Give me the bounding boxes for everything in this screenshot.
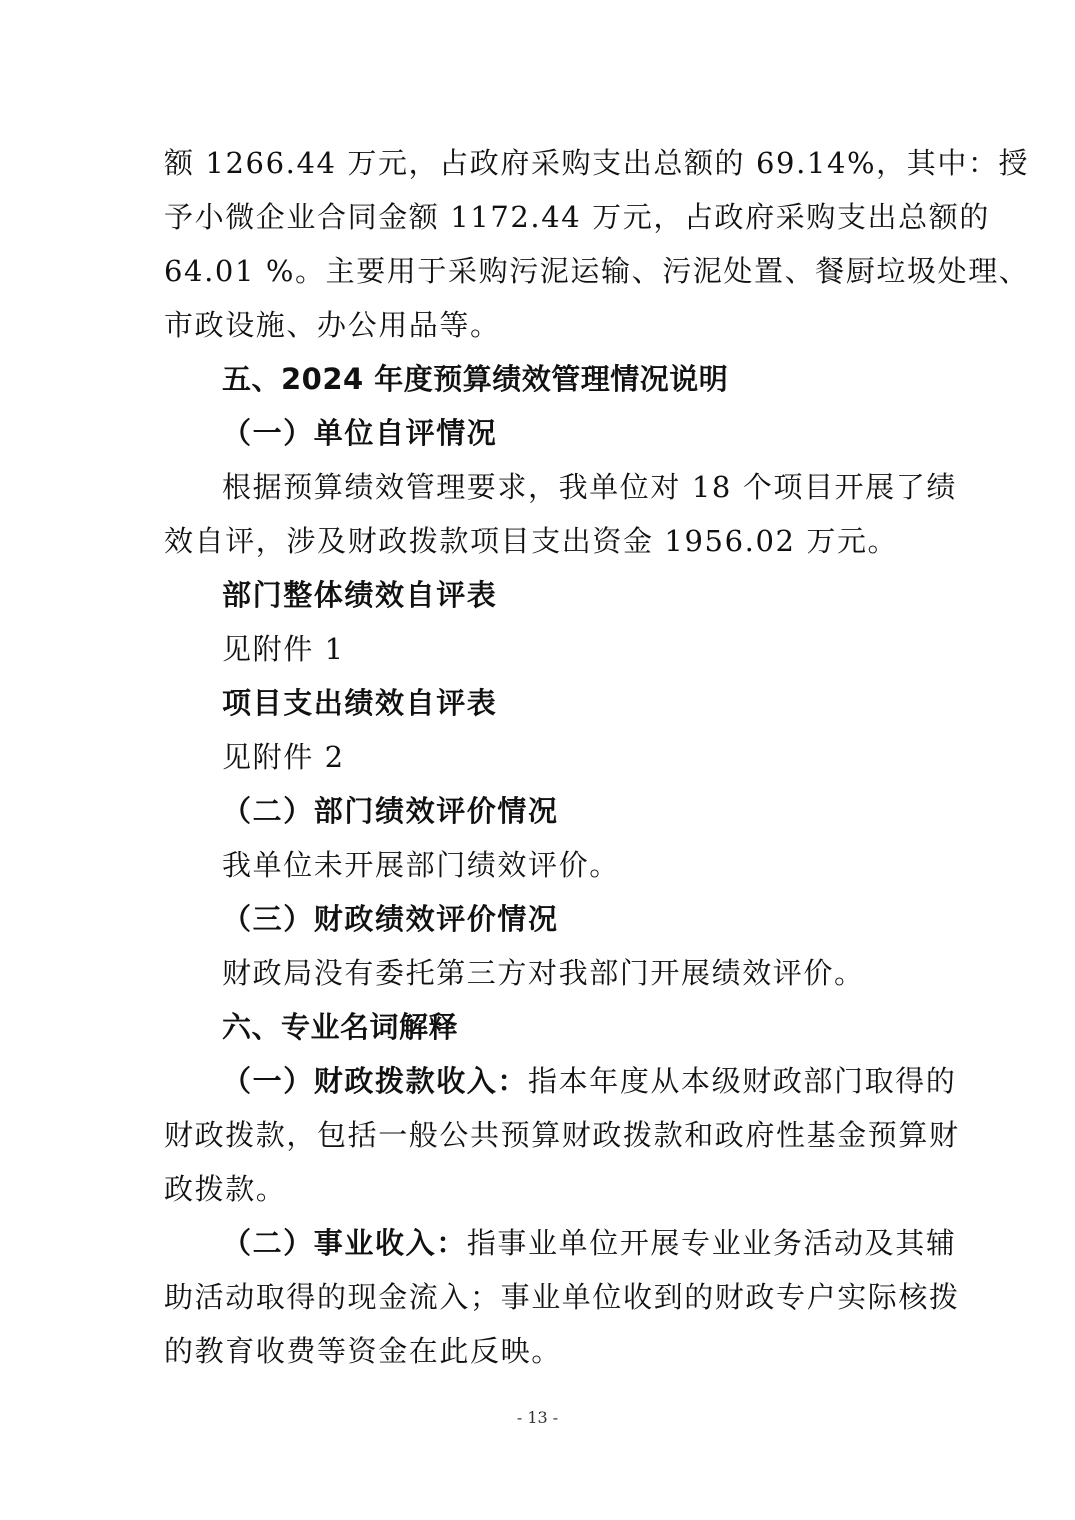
section-heading: 六、专业名词解释 <box>222 1010 459 1044</box>
term-label: （二）事业收入： <box>222 1226 467 1260</box>
term-label: （一）财政拨款收入： <box>222 1064 529 1098</box>
term-text: 指本年度从本级财政部门取得的 <box>528 1064 957 1098</box>
term-text: 指事业单位开展专业业务活动及其辅 <box>466 1226 957 1260</box>
body-line: 根据预算绩效管理要求，我单位对 18 个项目开展了绩 <box>222 470 957 504</box>
body-line: 效自评，涉及财政拨款项目支出资金 1956.02 万元。 <box>164 524 899 558</box>
body-line: 助活动取得的现金流入；事业单位收到的财政专户实际核拨 <box>164 1280 960 1314</box>
subsection-heading: （三）财政绩效评价情况 <box>222 902 559 936</box>
subsection-heading: （二）部门绩效评价情况 <box>222 794 559 828</box>
table-title: 项目支出绩效自评表 <box>222 686 498 720</box>
body-line: 财政拨款，包括一般公共预算财政拨款和政府性基金预算财 <box>164 1118 960 1152</box>
attachment-reference: 见附件 2 <box>222 740 345 774</box>
body-line: 额 1266.44 万元，占政府采购支出总额的 69.14%，其中：授 <box>164 146 1030 180</box>
subsection-heading: （一）单位自评情况 <box>222 416 498 450</box>
section-heading: 五、2024 年度预算绩效管理情况说明 <box>222 362 729 396</box>
body-line: 64.01 %。主要用于采购污泥运输、污泥处置、餐厨垃圾处理、 <box>164 254 1030 288</box>
body-line: 的教育收费等资金在此反映。 <box>164 1334 562 1368</box>
term-definition-line <box>222 1054 957 1108</box>
body-line: 予小微企业合同金额 1172.44 万元，占政府采购支出总额的 <box>164 200 990 234</box>
body-line: 政拨款。 <box>164 1172 287 1206</box>
attachment-reference: 见附件 1 <box>222 632 345 666</box>
term-definition-line <box>222 1216 957 1270</box>
page-number: - 13 - <box>516 1408 559 1427</box>
table-title: 部门整体绩效自评表 <box>222 578 498 612</box>
body-line: 我单位未开展部门绩效评价。 <box>222 848 620 882</box>
body-line: 财政局没有委托第三方对我部门开展绩效评价。 <box>222 956 865 990</box>
body-line: 市政设施、办公用品等。 <box>164 308 501 342</box>
